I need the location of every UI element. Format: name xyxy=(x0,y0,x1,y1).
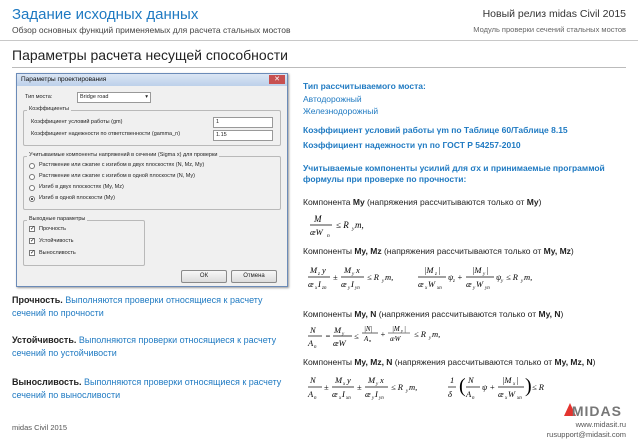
svg-text:y: y xyxy=(372,396,375,401)
stress-components-group-title: Учитываемые компоненты напряжений в сечении (Sigma x) для проверки xyxy=(29,152,218,158)
svg-text:n: n xyxy=(369,338,372,343)
svg-text:n: n xyxy=(314,396,317,401)
fatigue-term: Выносливость. xyxy=(12,377,82,387)
svg-text:yn: yn xyxy=(379,396,384,401)
svg-text:y: y xyxy=(401,328,403,333)
svg-text:M: M xyxy=(314,214,322,224)
svg-text:x: x xyxy=(380,375,384,385)
strength-description xyxy=(12,294,290,320)
svg-text:ψ +: ψ + xyxy=(482,382,496,392)
svg-text:≤: ≤ xyxy=(354,331,359,341)
svg-text:x: x xyxy=(356,265,360,275)
c3-post: (напряжения рассчитываются только от xyxy=(376,309,539,319)
svg-text:æW: æW xyxy=(333,338,346,348)
svg-text:y: y xyxy=(429,336,432,341)
svg-text:M: M xyxy=(344,265,352,275)
svg-text:|: | xyxy=(404,325,406,333)
footer-email[interactable]: rusupport@midasit.com xyxy=(546,430,626,439)
svg-text:W: W xyxy=(508,389,516,399)
c3-bold: My, N xyxy=(354,309,377,319)
svg-text:æ: æ xyxy=(365,389,371,399)
svg-text:y: y xyxy=(376,382,379,387)
svg-text:=: = xyxy=(325,331,331,341)
midas-logo-text: MIDAS xyxy=(571,403,622,419)
bridge-type-select[interactable] xyxy=(77,92,151,103)
dialog-titlebar xyxy=(17,74,287,86)
bridge-type-road: Автодорожный xyxy=(303,94,362,104)
svg-text:≤ R: ≤ R xyxy=(532,382,544,392)
header-divider xyxy=(0,40,638,41)
svg-text:n: n xyxy=(472,396,475,401)
svg-text:y: y xyxy=(521,279,524,284)
chevron-down-icon: ▾ xyxy=(145,94,148,100)
release-subtitle: Модуль проверки сечений стальных мостов xyxy=(473,25,626,34)
footer-url[interactable]: www.midasit.ru xyxy=(575,420,626,429)
svg-text:m,: m, xyxy=(432,329,441,339)
svg-text:|: | xyxy=(486,265,489,275)
svg-text:±: ± xyxy=(324,382,329,392)
radio-button-selected[interactable] xyxy=(29,196,35,202)
checkbox-label: Устойчивость xyxy=(39,238,74,244)
svg-text:z: z xyxy=(435,272,437,277)
checkbox-checked[interactable]: ✓ xyxy=(30,226,36,232)
svg-text:x: x xyxy=(505,396,508,401)
bridge-type-rail: Железнодорожный xyxy=(303,106,379,116)
footer-product: midas Civil 2015 xyxy=(12,423,68,432)
svg-text:yn: yn xyxy=(485,286,490,291)
checkbox-label: Выносливость xyxy=(39,250,76,256)
section-title: Параметры расчета несущей способности xyxy=(12,47,288,63)
svg-text:æ: æ xyxy=(341,279,347,289)
svg-text:M: M xyxy=(368,375,376,385)
svg-text:): ) xyxy=(525,375,532,397)
svg-text:x: x xyxy=(339,396,342,401)
component-my-mz xyxy=(303,246,574,257)
coeff-work-label: Коэффициент условий работы (gm) xyxy=(31,119,123,125)
svg-text:ψ: ψ xyxy=(448,272,454,282)
svg-text:æ: æ xyxy=(308,279,314,289)
c2-end: ) xyxy=(570,246,574,256)
radio-label: Растяжение или сжатие с изгибом в одной плоскости (N, My) xyxy=(39,173,195,179)
components-heading: Учитываемые компоненты усилий для σx и принимаемые программой формулы при проверке по прочности: xyxy=(303,163,605,184)
svg-text:≤ R: ≤ R xyxy=(391,382,403,392)
svg-text:A: A xyxy=(364,335,369,343)
dialog-title: Параметры проектирования xyxy=(21,76,107,83)
svg-text:z: z xyxy=(453,279,455,284)
svg-text:z: z xyxy=(318,272,320,277)
radio-label: Растяжение или сжатие с изгибом в двух плоскостях (N, Mz, My) xyxy=(39,162,205,168)
svg-text:xn: xn xyxy=(346,396,351,401)
svg-text:≤ R: ≤ R xyxy=(336,220,349,230)
ok-button[interactable]: ОК xyxy=(181,270,227,283)
c1-pre: Компонента xyxy=(303,197,353,207)
svg-text:y: y xyxy=(348,286,351,291)
coeff-reliab-input[interactable]: 1.15 xyxy=(213,130,273,141)
svg-text:W: W xyxy=(428,279,436,289)
svg-text:I: I xyxy=(351,279,354,289)
svg-text:y: y xyxy=(406,389,409,394)
svg-text:y: y xyxy=(483,272,486,277)
svg-text:W: W xyxy=(476,279,484,289)
c4-pre: Компоненты xyxy=(303,357,355,367)
radio-button[interactable] xyxy=(29,185,35,191)
svg-text:y: y xyxy=(322,265,326,275)
coefficients-group-title: Коэффициенты xyxy=(29,106,69,112)
c1-post: (напряжения рассчитываются только от xyxy=(364,197,527,207)
svg-text:yn: yn xyxy=(355,286,360,291)
svg-text:≤ R: ≤ R xyxy=(414,329,426,339)
release-title: Новый релиз midas Civil 2015 xyxy=(482,8,626,20)
svg-text:æ: æ xyxy=(418,279,424,289)
svg-text:≤ R: ≤ R xyxy=(506,272,518,282)
svg-text:M: M xyxy=(334,325,342,335)
svg-text:I: I xyxy=(318,279,321,289)
svg-text:+: + xyxy=(380,329,386,339)
svg-text:+: + xyxy=(457,272,463,282)
svg-text:|: | xyxy=(438,265,441,275)
svg-text:N: N xyxy=(310,325,316,335)
svg-text:x: x xyxy=(425,286,428,291)
svg-text:xn: xn xyxy=(437,286,442,291)
svg-text:|M: |M xyxy=(502,375,512,385)
svg-text:±: ± xyxy=(357,382,362,392)
checkbox-checked[interactable]: ✓ xyxy=(30,250,36,256)
c1-end: ) xyxy=(538,197,542,207)
svg-text:N: N xyxy=(310,375,316,385)
c2-bold2: My, Mz xyxy=(543,246,571,256)
svg-text:æ: æ xyxy=(332,389,338,399)
c3-bold2: My, N xyxy=(538,309,561,319)
formula-my-mz-n xyxy=(306,372,546,404)
radio-button[interactable] xyxy=(29,174,35,180)
svg-text:æ: æ xyxy=(466,279,472,289)
c2-bold: My, Mz xyxy=(354,246,382,256)
svg-text:M: M xyxy=(335,375,343,385)
svg-text:æ: æ xyxy=(498,389,504,399)
c1-bold: My xyxy=(352,197,365,207)
svg-text:y: y xyxy=(347,375,351,385)
svg-text:y: y xyxy=(382,279,385,284)
checkbox-label: Прочность xyxy=(39,226,67,232)
coeff-reliab-text: Коэффициент надежности γn по ГОСТ Р 54257-2010 xyxy=(303,140,521,150)
svg-text:≤ R: ≤ R xyxy=(367,272,379,282)
header-subtitle: Обзор основных функций применяемых для расчета стальных мостов xyxy=(12,25,291,35)
output-group-title: Выходные параметры xyxy=(29,216,86,222)
component-my xyxy=(303,197,541,208)
svg-text:y: y xyxy=(352,226,355,232)
svg-text:xn: xn xyxy=(517,396,522,401)
svg-text:1: 1 xyxy=(450,375,455,385)
formula-my-mz xyxy=(306,262,541,292)
svg-text:m,: m, xyxy=(355,220,364,230)
svg-text:ψ: ψ xyxy=(496,272,502,282)
radio-button[interactable] xyxy=(29,163,35,169)
formula-my xyxy=(308,212,388,238)
svg-text:A: A xyxy=(466,389,472,399)
svg-text:y: y xyxy=(342,332,345,337)
section-divider xyxy=(12,67,626,68)
svg-text:x: x xyxy=(513,382,516,387)
svg-text:|N|: |N| xyxy=(364,325,373,333)
svg-text:N: N xyxy=(468,375,474,385)
strength-term: Прочность. xyxy=(12,295,63,305)
coeff-work-text: Коэффициент условий работы γm по Таблице 60/Таблице 8.15 xyxy=(303,125,568,135)
close-icon[interactable]: ✕ xyxy=(269,75,285,84)
c4-post: (напряжения рассчитываются только от xyxy=(392,357,555,367)
radio-label: Изгиб в двух плоскостях (My, Mz) xyxy=(39,184,124,190)
design-parameters-dialog xyxy=(16,73,288,287)
svg-text:±: ± xyxy=(333,272,338,282)
stability-description xyxy=(12,334,290,360)
component-my-n xyxy=(303,309,563,320)
svg-text:m,: m, xyxy=(409,382,418,392)
svg-text:n: n xyxy=(327,233,330,238)
svg-text:(: ( xyxy=(459,375,466,397)
svg-text:m,: m, xyxy=(524,272,533,282)
svg-text:n: n xyxy=(314,345,317,350)
coeff-work-input[interactable]: 1 xyxy=(213,117,273,128)
bridge-type-heading: Тип рассчитываемого моста: xyxy=(303,81,426,91)
header-title: Задание исходных данных xyxy=(12,6,199,23)
fatigue-text: Выполняются проверки относящиеся к расчету сечений по выносливости xyxy=(12,377,282,400)
stability-text: Выполняются проверки относящиеся к расчету сечений по устойчивости xyxy=(12,335,277,358)
svg-text:I: I xyxy=(375,389,378,399)
c4-bold: My, Mz, N xyxy=(354,357,393,367)
coeff-reliab-label: Коэффициент надежности по ответственности (gamma_n) xyxy=(31,131,181,137)
cancel-button[interactable]: Отмена xyxy=(231,270,277,283)
svg-text:zn: zn xyxy=(322,286,327,291)
bridge-type-value: Bridge road xyxy=(80,94,109,100)
bridge-type-label: Тип моста: xyxy=(25,94,53,100)
svg-text:x: x xyxy=(315,286,318,291)
svg-text:y: y xyxy=(352,272,355,277)
svg-text:y: y xyxy=(501,279,504,284)
svg-text:A: A xyxy=(308,389,314,399)
svg-text:x: x xyxy=(343,382,346,387)
svg-text:δ: δ xyxy=(448,389,452,399)
fatigue-description xyxy=(12,376,290,402)
c1-bold2: My xyxy=(526,197,539,207)
svg-text:I: I xyxy=(342,389,345,399)
c4-end: ) xyxy=(592,357,596,367)
svg-text:|M: |M xyxy=(424,265,434,275)
c2-pre: Компоненты xyxy=(303,246,355,256)
svg-text:A: A xyxy=(308,338,314,348)
c3-pre: Компоненты xyxy=(303,309,355,319)
c3-end: ) xyxy=(560,309,564,319)
stability-term: Устойчивость. xyxy=(12,335,77,345)
footer-contacts xyxy=(547,420,626,440)
checkbox-checked[interactable]: ✓ xyxy=(30,238,36,244)
svg-text:|M: |M xyxy=(392,325,400,333)
component-my-mz-n xyxy=(303,357,595,368)
svg-text:y: y xyxy=(473,286,476,291)
svg-text:|: | xyxy=(516,375,519,385)
svg-text:æW: æW xyxy=(390,335,401,343)
c2-post: (напряжения рассчитываются только от xyxy=(381,246,544,256)
svg-text:M: M xyxy=(310,265,318,275)
formula-my-n xyxy=(306,323,506,351)
svg-text:m,: m, xyxy=(385,272,394,282)
radio-label: Изгиб в одной плоскости (My) xyxy=(39,195,115,201)
c4-bold2: My, Mz, N xyxy=(554,357,593,367)
svg-text:|M: |M xyxy=(472,265,482,275)
strength-text: Выполняются проверки относящиеся к расчету сечений по прочности xyxy=(12,295,263,318)
svg-text:æW: æW xyxy=(310,227,323,237)
